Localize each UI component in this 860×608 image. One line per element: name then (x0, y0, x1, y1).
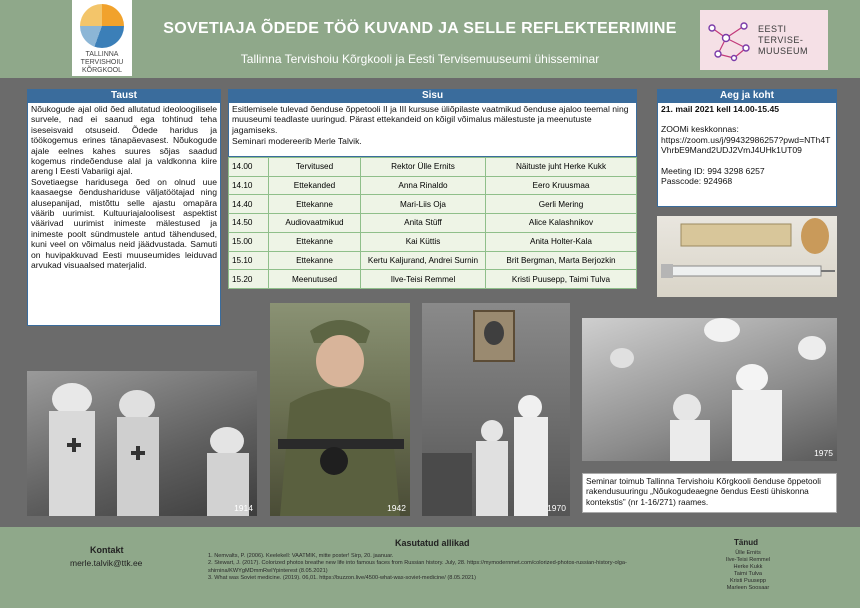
tanud-list (708, 550, 788, 593)
photo-year-1914: 1914 (234, 503, 253, 513)
soldier-figure-icon (270, 303, 410, 516)
event-date: 21. mail 2021 kell 14.00-15.45 (661, 104, 780, 114)
zoom-label: ZOOMi keskkonnas: (661, 124, 739, 135)
ttk-logo-emblem-icon (80, 4, 124, 48)
aeg-heading: Aeg ja koht (657, 89, 837, 102)
taust-heading: Taust (27, 89, 221, 102)
tanud-heading: Tänud (734, 538, 758, 547)
ttk-logo-text-3: KÕRGKOOL (81, 67, 123, 74)
photo-classroom-1975 (582, 318, 837, 461)
nurses-figures-icon (27, 371, 257, 516)
zoom-link[interactable]: https://zoom.us/j/99432986257?pwd=NTh4TVhrbE9Mand2UDJ2VmJ4UHk1UT09 (661, 134, 831, 156)
photo-soldier-1942 (270, 303, 410, 516)
museum-network-icon (704, 18, 754, 62)
schedule-time: 14.10 (229, 176, 269, 195)
schedule-type: Ettekanded (269, 176, 361, 195)
schedule-time: 14.50 (229, 214, 269, 233)
schedule-type: Audiovaatmikud (269, 214, 361, 233)
museum-logo (700, 10, 828, 70)
museum-logo-text-2: TERVISE- (758, 35, 804, 45)
header-banner (0, 0, 860, 78)
taust-paragraph-1: Nõukogude ajal olid õed allutatud ideoloogilisele survele, nad ei saanud ega tohtinud teha iseseisvaid otsuseid. Õdede haridus ja töökogemus erines tänapäevasest. Nõukogude ajale eelnes kahes suures sõjas saadud kogemus rindeõenduse alal ja valdkonna kiire areng I Eesti Vabariigi ajal. (31, 104, 217, 177)
schedule-other: Eero Kruusmaa (486, 176, 637, 195)
aeg-panel (657, 102, 837, 207)
schedule-other: Kristi Puusepp, Taimi Tulva (486, 270, 637, 289)
schedule-speaker: Anna Rinaldo (361, 176, 486, 195)
sisu-heading: Sisu (228, 89, 637, 102)
schedule-row (229, 195, 637, 214)
syringe-icon (657, 216, 837, 297)
schedule-other: Anita Holter-Kala (486, 232, 637, 251)
schedule-time: 14.00 (229, 158, 269, 177)
ttk-logo-text-2: TERVISHOIU (80, 59, 124, 66)
tanud-item-4: Taimi Tulva (734, 571, 762, 578)
photo-year-1942: 1942 (387, 503, 406, 513)
tanud-item-6: Marleen Soosaar (726, 585, 770, 592)
schedule-time: 15.20 (229, 270, 269, 289)
sisu-moderator: Seminari modereerib Merle Talvik. (232, 136, 362, 147)
meeting-id: Meeting ID: 994 3298 6257 (661, 165, 765, 176)
photo-clinic-1970 (422, 303, 570, 516)
classroom-scene-icon (582, 318, 837, 461)
tanud-item-2: Ilve-Teisi Remmel (725, 557, 771, 564)
ttk-logo (72, 0, 132, 76)
schedule-other: Brit Bergman, Marta Berjozkin (486, 251, 637, 270)
schedule-speaker: Ilve-Teisi Remmel (361, 270, 486, 289)
schedule-row (229, 251, 637, 270)
project-caption: Seminar toimub Tallinna Tervishoiu Kõrgkooli õenduse õppetooli rakendusuuringu „Nõukogudeaegne õendus Eesti ühiskonna kontekstis” (nr 1-16/271) raames. (582, 473, 837, 513)
schedule-other: Näituste juht Herke Kukk (486, 158, 637, 177)
photo-year-1975: 1975 (814, 448, 833, 458)
schedule-type: Ettekanne (269, 195, 361, 214)
kontakt-heading: Kontakt (90, 545, 124, 555)
page-title: SOVETIAJA ÕDEDE TÖÖ KUVAND JA SELLE REFLEKTEERIMINE (163, 20, 677, 37)
allikas-1: 1. Nemvalts, P. (2006). Keelekell: VAATMIK, mitte poster! Sirp, 20. jaanuar. (208, 553, 394, 559)
schedule-row (229, 176, 637, 195)
schedule-time: 14.40 (229, 195, 269, 214)
photo-year-1970: 1970 (547, 503, 566, 513)
schedule-type: Meenutused (269, 270, 361, 289)
schedule-row (229, 232, 637, 251)
allikad-heading: Kasutatud allikad (395, 538, 470, 548)
schedule-speaker: Kai Küttis (361, 232, 486, 251)
allikas-2: 2. Stewart, J. (2017). Colorized photos breathe new life into famous faces from Russian history. July, 28. https://mymodernmet.com/colorized-photos-russian-history-olga-shirnina/KWYgMDmmRwIYpinterest (8.05.2021) (208, 560, 627, 574)
tanud-item-1: Ülle Ernits (735, 550, 761, 556)
footer (0, 527, 860, 608)
schedule-other: Alice Kalashnikov (486, 214, 637, 233)
schedule-table (228, 157, 637, 289)
allikad-list (208, 553, 678, 582)
schedule-speaker: Anita Stüff (361, 214, 486, 233)
schedule-speaker: Rektor Ülle Ernits (361, 158, 486, 177)
passcode: Passcode: 924968 (661, 176, 733, 187)
schedule-type: Ettekanne (269, 232, 361, 251)
page-subtitle: Tallinna Tervishoiu Kõrgkooli ja Eesti Tervisemuuseumi ühisseminar (240, 52, 600, 66)
schedule-row (229, 214, 637, 233)
schedule-time: 15.10 (229, 251, 269, 270)
schedule-row (229, 270, 637, 289)
schedule-speaker: Kertu Kaljurand, Andrei Surnin (361, 251, 486, 270)
clinic-scene-icon (422, 303, 570, 516)
ttk-logo-text-1: TALLINNA (85, 51, 119, 58)
taust-paragraph-2: Sovetiaegse haridusega õed on olnud uue kaasaegse õendushariduse väljatöötajad ning alusepanijad, mistõttu selle ajastu omapära väärib uurimist. Kultuuriajaloolisest aspektist väärivad uurimist inimeste mälestused ja inimeste poolt sündmustele antud tähendused, kuni veel on võimalus neid jäädvustada. Samuti on huvipakkuvad Eesti muuseumides leiduvad arvukad visuaalsed materjalid. (31, 176, 217, 271)
schedule-row (229, 158, 637, 177)
tanud-item-5: Kristi Puusepp (729, 578, 767, 585)
kontakt-email[interactable]: merle.talvik@ttk.ee (70, 558, 143, 568)
schedule-type: Tervitused (269, 158, 361, 177)
schedule-other: Gerli Mering (486, 195, 637, 214)
schedule-time: 15.00 (229, 232, 269, 251)
syringe-photo (657, 216, 837, 297)
schedule-type: Ettekanne (269, 251, 361, 270)
tanud-item-3: Herke Kukk (733, 564, 763, 571)
photo-nurses-1914 (27, 371, 257, 516)
sisu-panel (228, 102, 637, 157)
schedule-speaker: Mari-Liis Oja (361, 195, 486, 214)
taust-panel (27, 102, 221, 326)
museum-logo-text-3: MUUSEUM (758, 46, 808, 56)
allikas-3: 3. What was Soviet medicine. (2019). 06,01. https://buzzon.live/4500-what-was-soviet-medicine/ (8.05.2021) (208, 574, 477, 581)
museum-logo-text-1: EESTI (758, 24, 787, 34)
sisu-intro: Esitlemisele tulevad õenduse õppetooli II ja III kursuse üliõpilaste vaatmikud õenduse ajaloo teemal ning muuseumi teadlaste uuringud. Pärast ettekandeid on kõigil võimalus mälestuste ja meenutuste jagamiseks. (232, 104, 629, 135)
